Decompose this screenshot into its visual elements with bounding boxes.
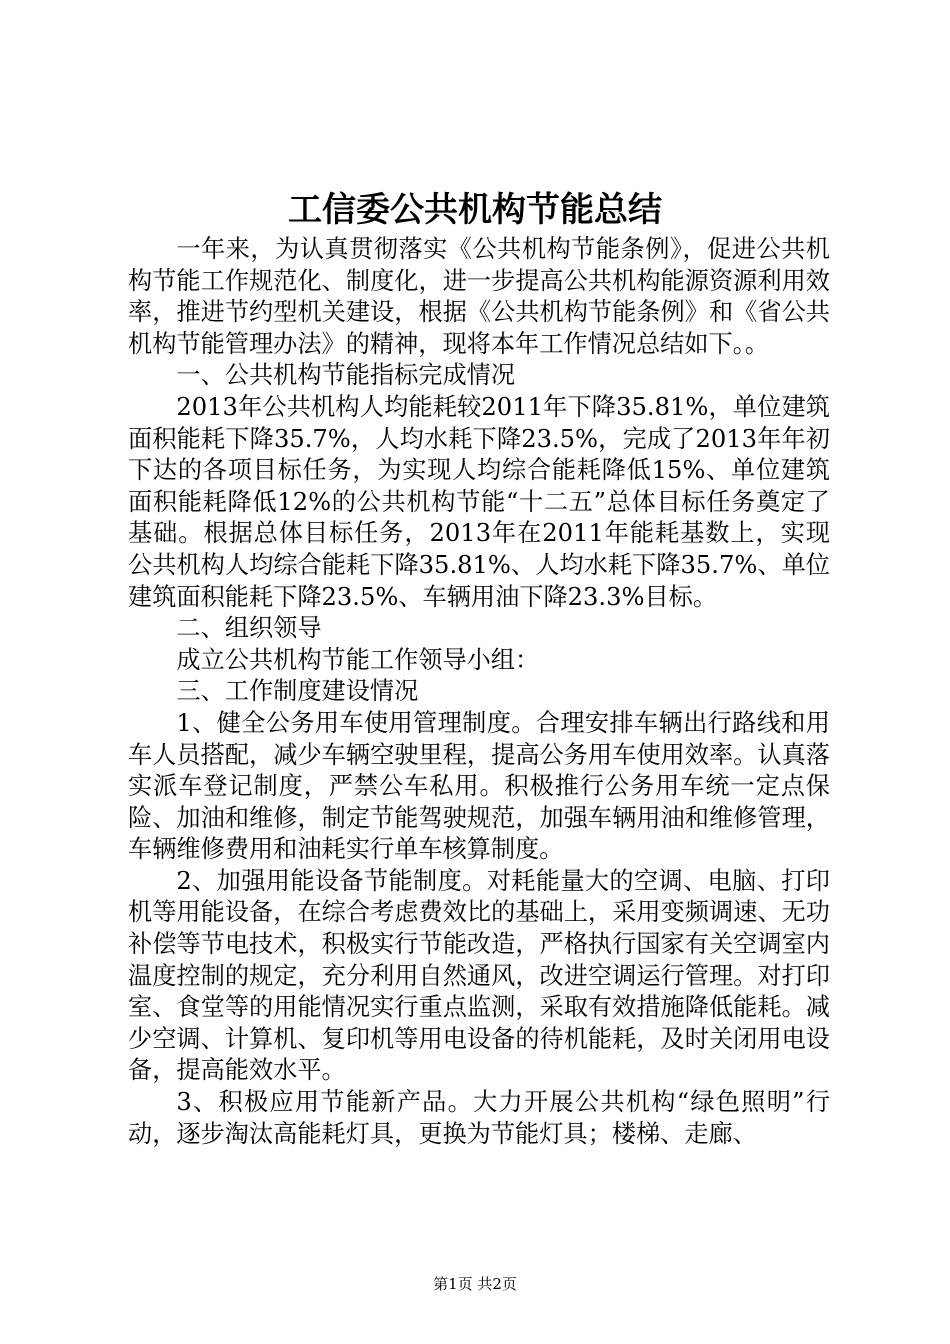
paragraph-vehicle-rules: 1、健全公务用车使用管理制度。合理安排车辆出行路线和用车人员搭配，减少车辆空驶里程，提高公务用车使用效率。认真落实派车登记制度，严禁公车私用。积极推行公务用车统一定点保险、加油和维修，制定节能驾驶规范，加强车辆用油和维修管理，车辆维修费用和油耗实行单车核算制度。 — [128, 708, 830, 864]
section-heading-1: 一、公共机构节能指标完成情况 — [176, 361, 516, 390]
paragraph-new-products: 3、积极应用节能新产品。大力开展公共机构“绿色照明”行动，逐步淘汰高能耗灯具，更换为节能灯具；楼梯、走廊、 — [128, 1088, 830, 1148]
document-body — [128, 234, 830, 1150]
document-title: 工信委公共机构节能总结 — [288, 190, 662, 230]
section-heading-2: 二、组织领导 — [176, 614, 322, 643]
paragraph-indicators: 2013年公共机构人均能耗较2011年下降35.81%，单位建筑面积能耗下降35.7%，人均水耗下降23.5%，完成了2013年年初下达的各项目标任务，为实现人均综合能耗降低15%、单位建筑面积能耗降低12%的公共机构节能“十二五”总体目标任务奠定了基础。根据总体目标任务，2013年在2011年能耗基数上，实现公共机构人均综合能耗下降35.81%、人均水耗下降35.7%、单位建筑面积能耗下降23.5%、车辆用油下降23.3%目标。 — [128, 392, 830, 611]
paragraph-equipment-rules: 2、加强用能设备节能制度。对耗能量大的空调、电脑、打印机等用能设备，在综合考虑费效比的基础上，采用变频调速、无功补偿等节电技术，积极实行节能改造，严格执行国家有关空调室内温度控制的规定，充分利用自然通风，改进空调运行管理。对打印室、食堂等的用能情况实行重点监测，采取有效措施降低能耗。减少空调、计算机、复印机等用电设备的待机能耗，及时关闭用电设备，提高能效水平。 — [128, 866, 830, 1085]
paragraph-intro: 一年来，为认真贯彻落实《公共机构节能条例》，促进公共机构节能工作规范化、制度化，进一步提高公共机构能源资源利用效率，推进节约型机关建设，根据《公共机构节能条例》和《省公共机构节能管理办法》的精神，现将本年工作情况总结如下。。 — [128, 235, 830, 358]
section-heading-3: 三、工作制度建设情况 — [176, 677, 419, 706]
paragraph-leadership: 成立公共机构节能工作领导小组： — [176, 645, 540, 674]
page-footer: 第1页 共2页 — [433, 1275, 517, 1293]
